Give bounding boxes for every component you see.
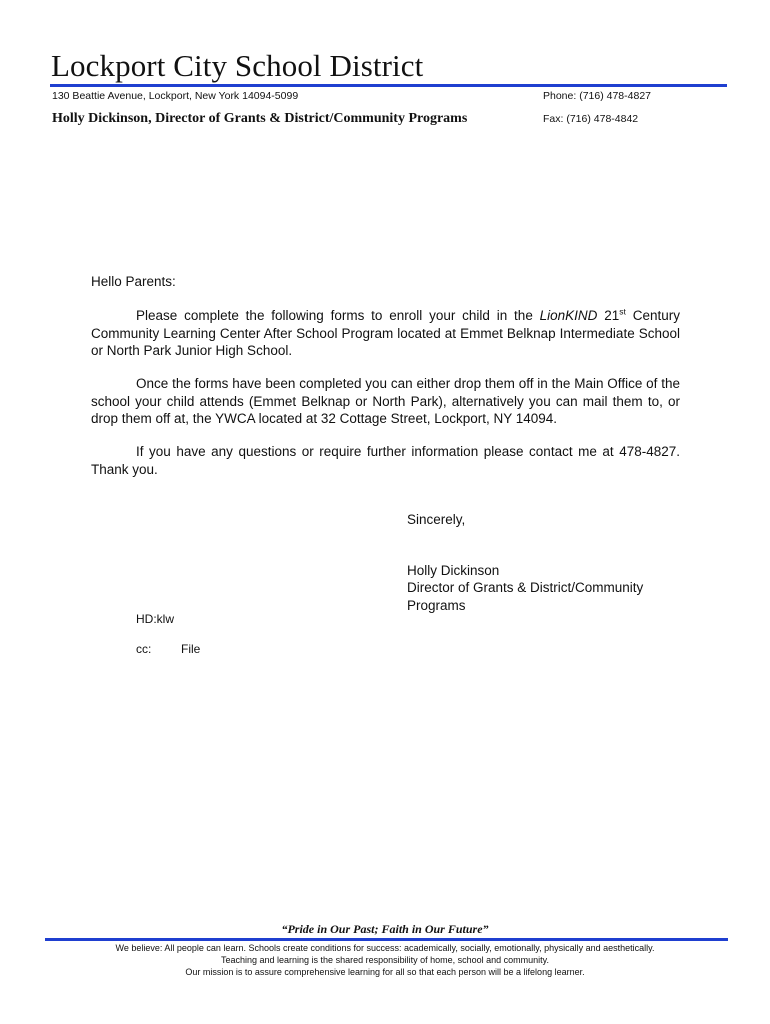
p1-number: 21 [597, 308, 620, 323]
program-name: LionKIND [539, 308, 598, 323]
footer-mission: Our mission is to assure comprehensive learning for all so that each person will be a lifelong learner. [185, 967, 585, 977]
header-rule [50, 84, 727, 87]
district-title: Lockport City School District [51, 48, 424, 83]
paragraph-enroll [91, 307, 680, 360]
p2-text: Once the forms have been completed you can either drop them off in the Main Office of the school your child attends (Emmet Belknap or North Park), alternatively you can mail them to, or drop them off at, the YWCA located at 32 Cottage Street, Lockport, NY 14094. [91, 376, 680, 426]
district-phone: Phone: (716) 478-4827 [543, 90, 651, 102]
footer-rule [45, 938, 728, 941]
p1-text-before: Please complete the following forms to enroll your child in the [136, 308, 540, 323]
paragraph-dropoff [91, 375, 680, 428]
cc-value: File [181, 642, 201, 656]
footer-shared-responsibility: Teaching and learning is the shared responsibility of home, school and community. [220, 955, 550, 965]
footer-motto: “Pride in Our Past; Faith in Our Future” [281, 922, 489, 936]
footer-belief: We believe: All people can learn. Schools create conditions for success: academically, socially, emotionally, physically and aesthetically. [115, 943, 655, 953]
greeting: Hello Parents: [91, 274, 176, 289]
p1-superscript: st [619, 306, 626, 317]
signer-name: Holly Dickinson [407, 563, 500, 578]
district-fax: Fax: (716) 478-4842 [543, 113, 639, 125]
signer-title-line-2: Programs [407, 598, 466, 613]
cc-label: cc: [136, 642, 152, 656]
signer-title-line-1: Director of Grants & District/Community [407, 580, 644, 595]
paragraph-contact [91, 443, 680, 478]
typist-initials: HD:klw [136, 612, 174, 626]
closing: Sincerely, [407, 512, 466, 527]
district-address: 130 Beattie Avenue, Lockport, New York 14094-5099 [52, 90, 299, 102]
p1-text-after: Century Community Learning Center After School Program located at Emmet Belknap Intermediate School or North Park Junior High School. [91, 308, 680, 358]
director-line: Holly Dickinson, Director of Grants & District/Community Programs [52, 111, 468, 126]
p3-text: If you have any questions or require further information please contact me at 478-4827. Thank you. [91, 444, 680, 477]
